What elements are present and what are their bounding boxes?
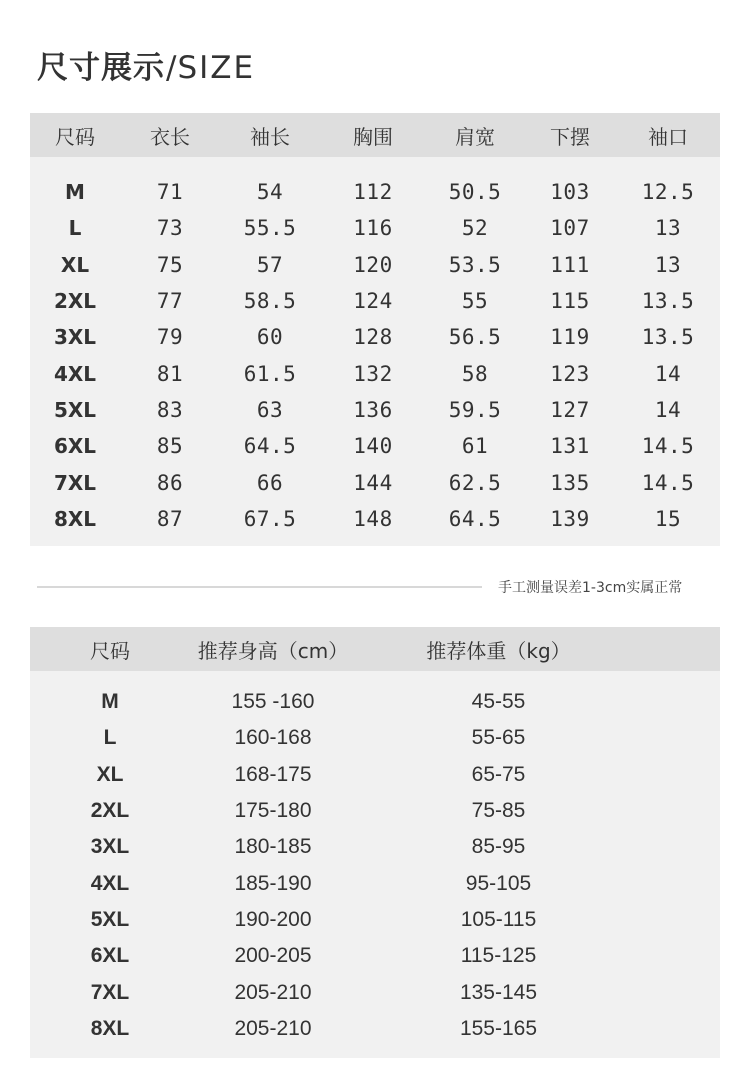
value-cell: 200-205 (234, 944, 312, 968)
measurement-note: 手工测量误差1-3cm实属正常 (498, 580, 683, 596)
value-cell: 139 (550, 506, 590, 531)
table-row (30, 283, 720, 319)
value-cell: 73 (156, 216, 184, 241)
value-cell: 160-168 (234, 726, 312, 750)
size-table-header (30, 113, 720, 157)
size-cell: 6XL (90, 944, 130, 968)
value-cell: 190-200 (234, 907, 312, 931)
size-cell: 7XL (53, 470, 97, 495)
value-cell: 52 (461, 216, 489, 241)
value-cell: 75 (156, 252, 184, 277)
table-row (30, 684, 720, 720)
title-cn: 尺寸展示 (37, 50, 165, 86)
value-cell: 83 (156, 397, 184, 422)
value-cell: 136 (353, 397, 393, 422)
size-cell: 2XL (53, 289, 97, 314)
size-cell: M (65, 180, 85, 205)
table-row (30, 938, 720, 974)
value-cell: 175-180 (234, 799, 312, 823)
table-row (30, 174, 720, 210)
table-row (30, 757, 720, 793)
value-cell: 87 (156, 506, 184, 531)
size-cell: 5XL (53, 397, 97, 422)
value-cell: 128 (353, 325, 393, 350)
size-cell: 3XL (90, 835, 130, 859)
column-header: 肩宽 (455, 124, 495, 149)
value-cell: 55 (461, 289, 489, 314)
recommend-table (30, 627, 720, 1058)
value-cell: 140 (353, 434, 393, 459)
value-cell: 124 (353, 289, 393, 314)
table-row (30, 210, 720, 246)
size-cell: 2XL (90, 799, 130, 823)
column-header: 胸围 (353, 124, 393, 149)
value-cell: 56.5 (448, 325, 502, 350)
value-cell: 55-65 (471, 726, 526, 750)
column-header: 尺码 (90, 638, 130, 663)
value-cell: 67.5 (243, 506, 297, 531)
value-cell: 107 (550, 216, 590, 241)
table-row (30, 793, 720, 829)
value-cell: 155-165 (459, 1016, 538, 1040)
value-cell: 148 (353, 506, 393, 531)
value-cell: 180-185 (234, 835, 312, 859)
value-cell: 103 (550, 180, 590, 205)
value-cell: 58 (461, 361, 489, 386)
value-cell: 63 (256, 397, 284, 422)
size-cell: 3XL (53, 325, 97, 350)
value-cell: 14 (654, 361, 682, 386)
column-header: 尺码 (55, 124, 95, 149)
value-cell: 131 (550, 434, 590, 459)
value-cell: 111 (550, 252, 590, 277)
table-row (30, 974, 720, 1010)
size-cell: 5XL (90, 907, 130, 931)
value-cell: 59.5 (448, 397, 502, 422)
column-header: 衣长 (150, 124, 190, 149)
recommend-table-header (30, 627, 720, 671)
value-cell: 135-145 (459, 980, 538, 1004)
value-cell: 132 (353, 361, 393, 386)
value-cell: 155 -160 (231, 690, 315, 714)
value-cell: 135 (550, 470, 590, 495)
value-cell: 53.5 (448, 252, 502, 277)
table-row (30, 1011, 720, 1047)
value-cell: 57 (256, 252, 284, 277)
column-header: 下摆 (550, 124, 590, 149)
size-cell: 7XL (90, 980, 130, 1004)
table-row (30, 829, 720, 865)
value-cell: 75-85 (471, 799, 526, 823)
value-cell: 79 (156, 325, 184, 350)
value-cell: 85-95 (471, 835, 526, 859)
value-cell: 86 (156, 470, 184, 495)
value-cell: 15 (654, 506, 682, 531)
title-separator: / (166, 50, 178, 86)
note-divider (37, 586, 482, 588)
value-cell: 64.5 (243, 434, 297, 459)
value-cell: 81 (156, 361, 184, 386)
value-cell: 13.5 (641, 289, 695, 314)
value-cell: 45-55 (471, 690, 526, 714)
table-row (30, 428, 720, 464)
size-cell: L (103, 726, 117, 750)
table-row (30, 392, 720, 428)
value-cell: 119 (550, 325, 590, 350)
value-cell: 60 (256, 325, 284, 350)
value-cell: 66 (256, 470, 284, 495)
value-cell: 55.5 (243, 216, 297, 241)
page-title (37, 44, 255, 92)
value-cell: 205-210 (234, 980, 312, 1004)
value-cell: 50.5 (448, 180, 502, 205)
value-cell: 64.5 (448, 506, 502, 531)
value-cell: 112 (353, 180, 393, 205)
value-cell: 62.5 (448, 470, 502, 495)
value-cell: 205-210 (234, 1016, 312, 1040)
value-cell: 95-105 (465, 871, 532, 895)
value-cell: 123 (550, 361, 590, 386)
value-cell: 168-175 (234, 762, 312, 786)
value-cell: 61.5 (243, 361, 297, 386)
column-header: 推荐体重（kg） (426, 638, 571, 663)
value-cell: 14.5 (641, 434, 695, 459)
value-cell: 13.5 (641, 325, 695, 350)
value-cell: 105-115 (460, 907, 537, 931)
value-cell: 115-125 (460, 944, 537, 968)
value-cell: 13 (654, 252, 682, 277)
table-row (30, 247, 720, 283)
value-cell: 12.5 (641, 180, 695, 205)
value-cell: 77 (156, 289, 184, 314)
value-cell: 185-190 (234, 871, 312, 895)
value-cell: 13 (654, 216, 682, 241)
size-cell: XL (60, 252, 90, 277)
value-cell: 14 (654, 397, 682, 422)
column-header: 袖口 (648, 124, 688, 149)
size-cell: 8XL (90, 1016, 130, 1040)
value-cell: 127 (550, 397, 590, 422)
size-cell: 8XL (53, 506, 97, 531)
value-cell: 120 (353, 252, 393, 277)
size-cell: M (101, 690, 119, 714)
table-row (30, 355, 720, 391)
recommend-table-body (30, 671, 720, 1047)
table-row (30, 501, 720, 537)
size-cell: 4XL (90, 871, 130, 895)
column-header: 推荐身高（cm） (197, 638, 349, 663)
table-row (30, 319, 720, 355)
value-cell: 71 (156, 180, 184, 205)
table-row (30, 865, 720, 901)
value-cell: 14.5 (641, 470, 695, 495)
size-cell: 6XL (53, 434, 97, 459)
value-cell: 61 (461, 434, 489, 459)
column-header: 袖长 (250, 124, 290, 149)
value-cell: 144 (353, 470, 393, 495)
value-cell: 65-75 (471, 762, 526, 786)
size-table (30, 113, 720, 546)
value-cell: 115 (550, 289, 590, 314)
value-cell: 116 (353, 216, 393, 241)
value-cell: 85 (156, 434, 184, 459)
title-en: SIZE (177, 50, 256, 86)
size-cell: 4XL (53, 361, 97, 386)
value-cell: 54 (256, 180, 284, 205)
value-cell: 58.5 (243, 289, 297, 314)
size-table-body (30, 157, 720, 537)
size-cell: L (68, 216, 82, 241)
table-row (30, 902, 720, 938)
table-row (30, 720, 720, 756)
size-cell: XL (96, 762, 124, 786)
table-row (30, 464, 720, 500)
